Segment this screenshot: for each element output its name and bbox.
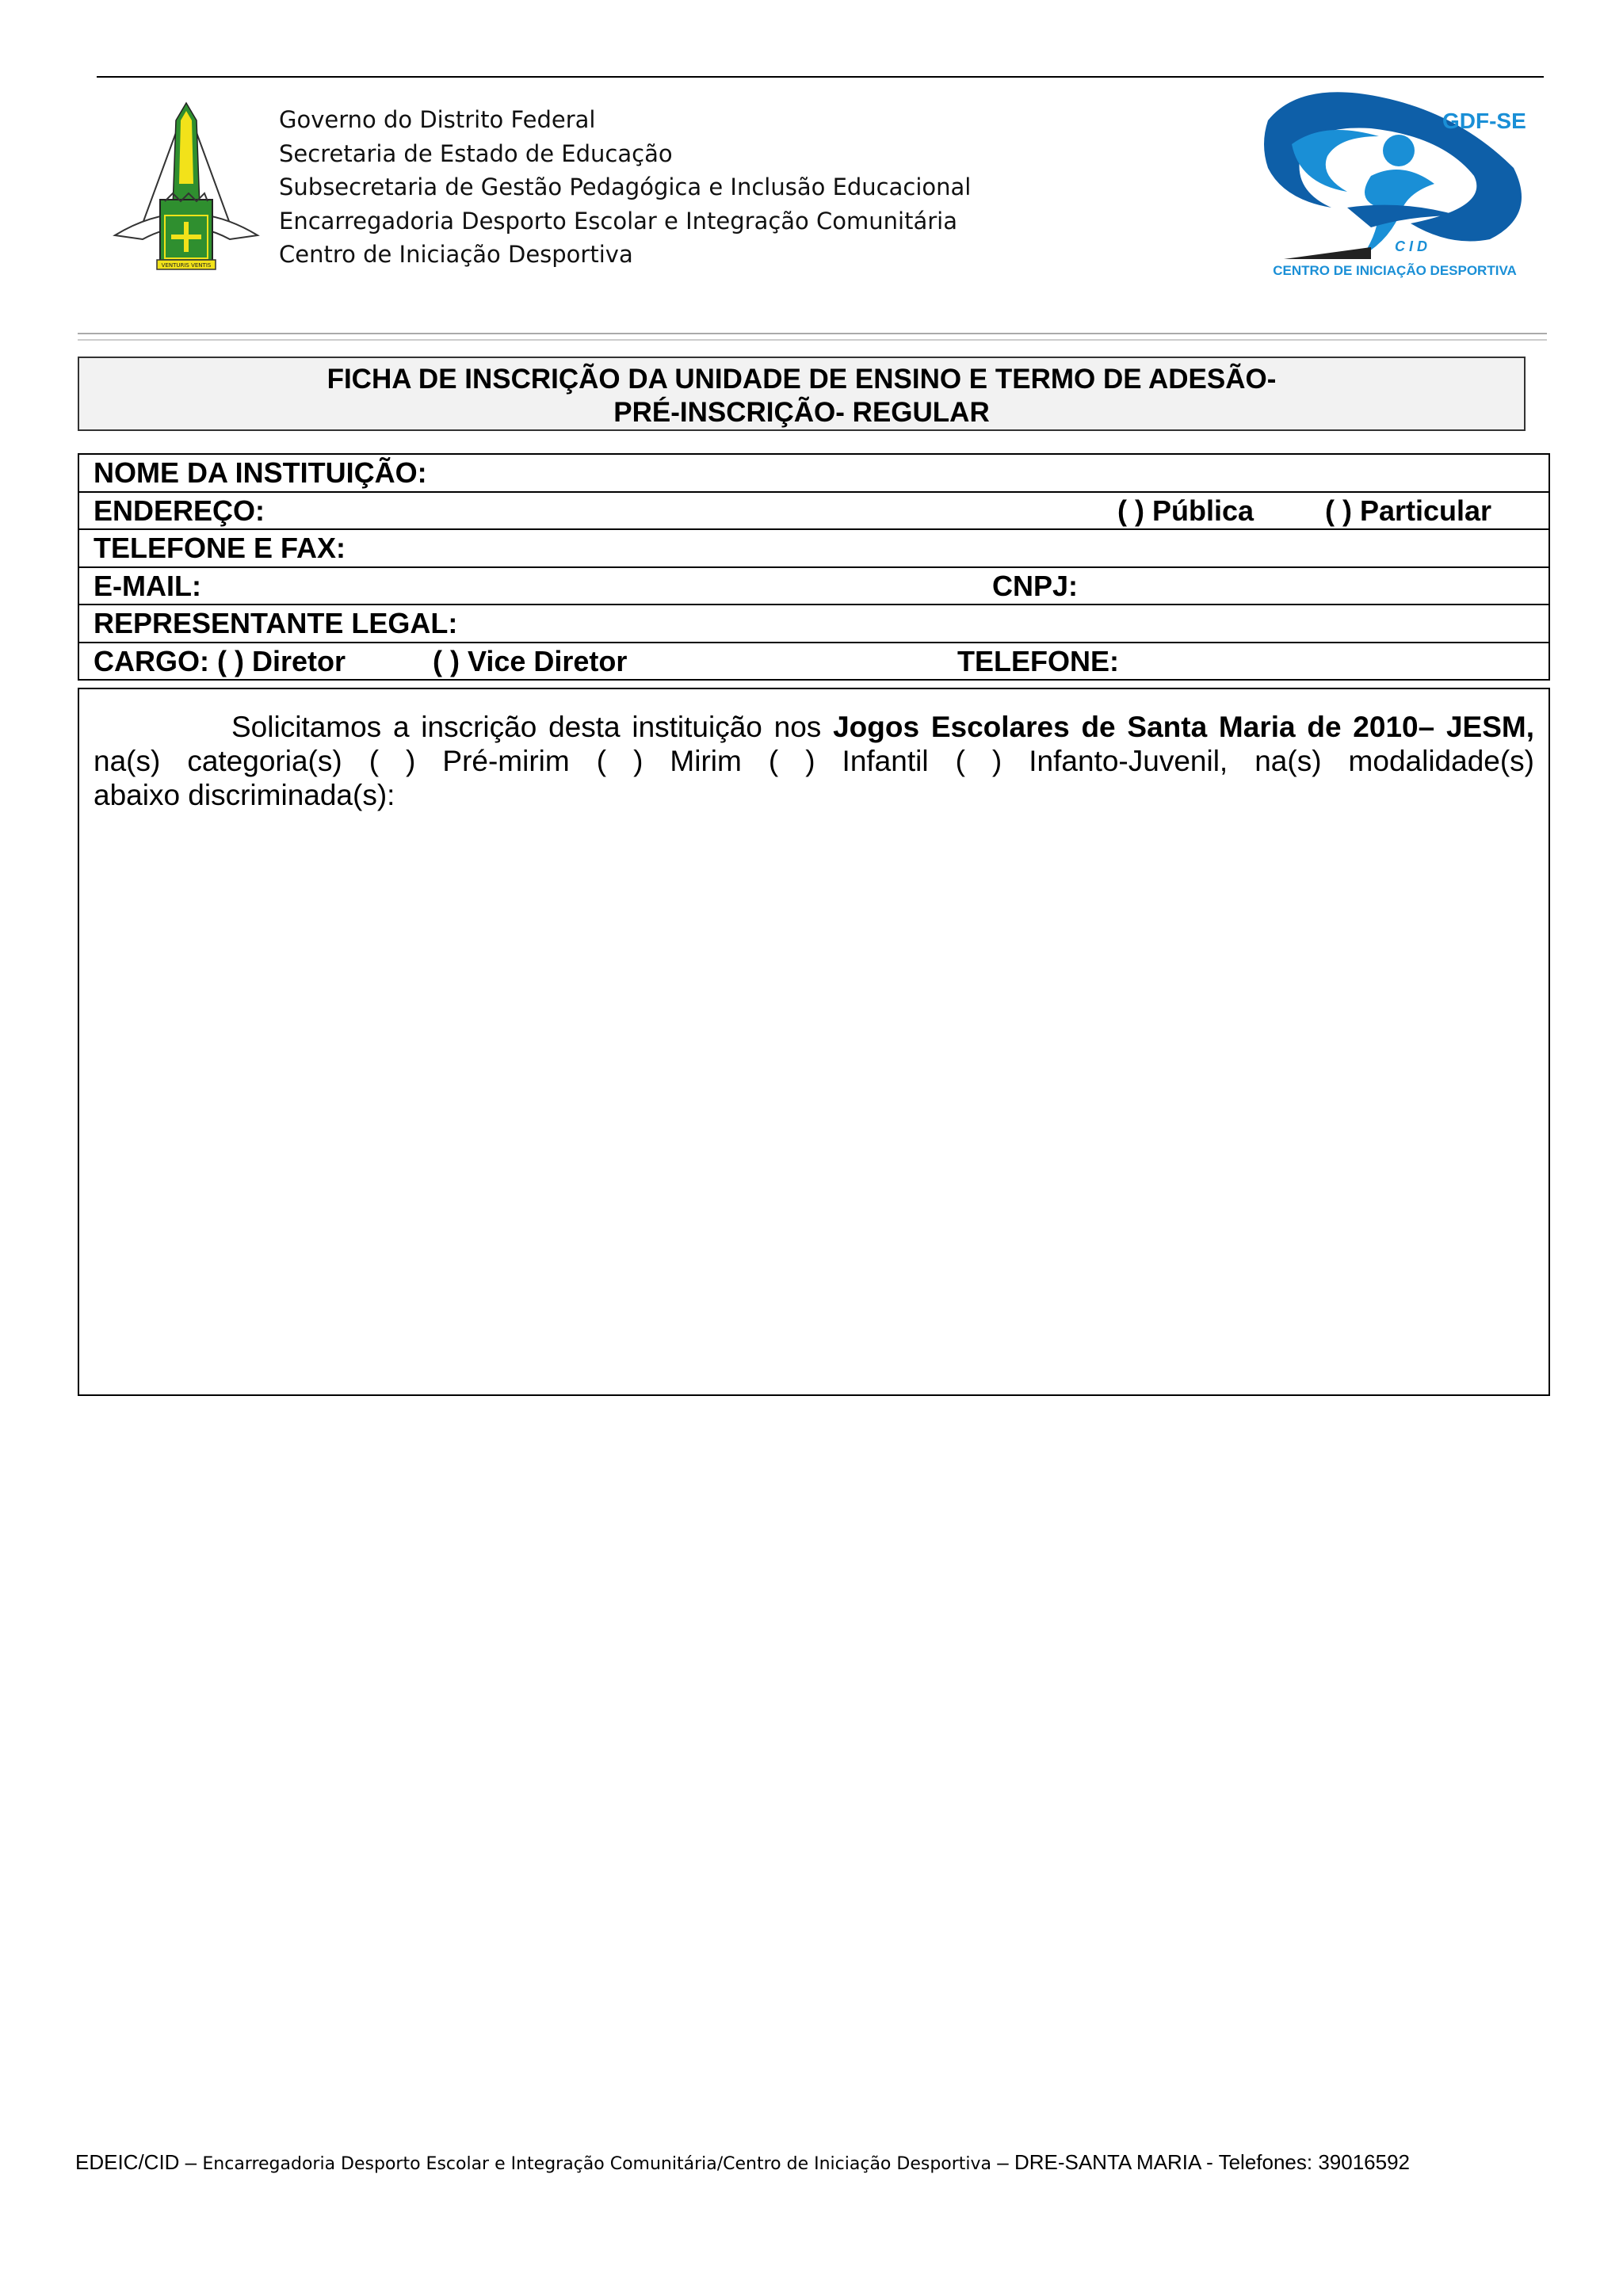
checkbox-publica[interactable]: ( ) Pública xyxy=(1117,494,1254,527)
request-categories[interactable]: na(s) categoria(s) ( ) Pré-mirim ( ) Mirim ( ) Infantil ( ) Infanto-Juvenil, na(s) modalidade(s) xyxy=(94,745,1534,777)
label-email: E-MAIL: xyxy=(94,569,201,602)
label-telefone-fax: TELEFONE E FAX: xyxy=(94,532,346,564)
cid-logo xyxy=(1252,89,1537,287)
row-nome[interactable] xyxy=(79,455,1549,493)
footer-left: EDEIC/CID – xyxy=(75,2150,203,2174)
header-divider xyxy=(78,333,1547,341)
header-line-governo: Governo do Distrito Federal xyxy=(279,106,596,133)
checkbox-diretor[interactable]: CARGO: ( ) Diretor xyxy=(94,644,346,677)
row-endereco[interactable] xyxy=(79,493,1549,531)
request-line3: abaixo discriminada(s): xyxy=(94,779,395,811)
checkbox-particular[interactable]: ( ) Particular xyxy=(1325,494,1492,527)
institution-info-table xyxy=(78,453,1550,681)
top-rule xyxy=(97,76,1544,78)
row-representante[interactable] xyxy=(79,605,1549,643)
logo-letters: C I D xyxy=(1395,238,1428,254)
footer-middle: Encarregadoria Desporto Escolar e Integração Comunitária/Centro de Iniciação Desportiva xyxy=(202,2154,992,2174)
label-telefone: TELEFONE: xyxy=(957,644,1119,677)
request-intro: Solicitamos a inscrição desta instituição nos xyxy=(231,711,834,743)
header-text xyxy=(279,103,971,272)
label-representante: REPRESENTANTE LEGAL: xyxy=(94,607,458,639)
row-telefone-fax[interactable] xyxy=(79,530,1549,568)
request-event: Jogos Escolares de Santa Maria de 2010– JESM, xyxy=(833,711,1535,743)
header-line-secretaria: Secretaria de Estado de Educação xyxy=(279,139,673,167)
header-line-centro: Centro de Iniciação Desportiva xyxy=(279,241,633,268)
checkbox-vice-diretor[interactable]: ( ) Vice Diretor xyxy=(433,644,628,677)
form-title-line2: PRÉ-INSCRIÇÃO- REGULAR xyxy=(613,397,990,428)
footer-right: – DRE-SANTA MARIA - Telefones: 39016592 xyxy=(991,2150,1411,2174)
row-cargo[interactable] xyxy=(79,643,1549,680)
row-email-cnpj[interactable] xyxy=(79,568,1549,606)
df-crest-icon xyxy=(111,97,262,279)
header-line-encarregadoria: Encarregadoria Desporto Escolar e Integração Comunitária xyxy=(279,207,957,235)
logo-badge: GDF-SE xyxy=(1442,109,1526,133)
request-box[interactable] xyxy=(78,688,1550,1396)
label-nome: NOME DA INSTITUIÇÃO: xyxy=(94,456,427,489)
label-cnpj: CNPJ: xyxy=(992,569,1079,602)
form-title-line1: FICHA DE INSCRIÇÃO DA UNIDADE DE ENSINO E TERMO DE ADESÃO- xyxy=(327,364,1277,395)
page-footer xyxy=(75,2150,1410,2175)
label-endereco: ENDEREÇO: xyxy=(94,494,265,527)
header-line-subsecretaria: Subsecretaria de Gestão Pedagógica e Inclusão Educacional xyxy=(279,174,972,200)
form-title xyxy=(78,357,1526,431)
logo-caption: CENTRO DE INICIAÇÃO DESPORTIVA xyxy=(1273,263,1517,278)
request-line1 xyxy=(94,710,1534,744)
crest-motto: VENTURIS VENTIS xyxy=(161,262,212,269)
